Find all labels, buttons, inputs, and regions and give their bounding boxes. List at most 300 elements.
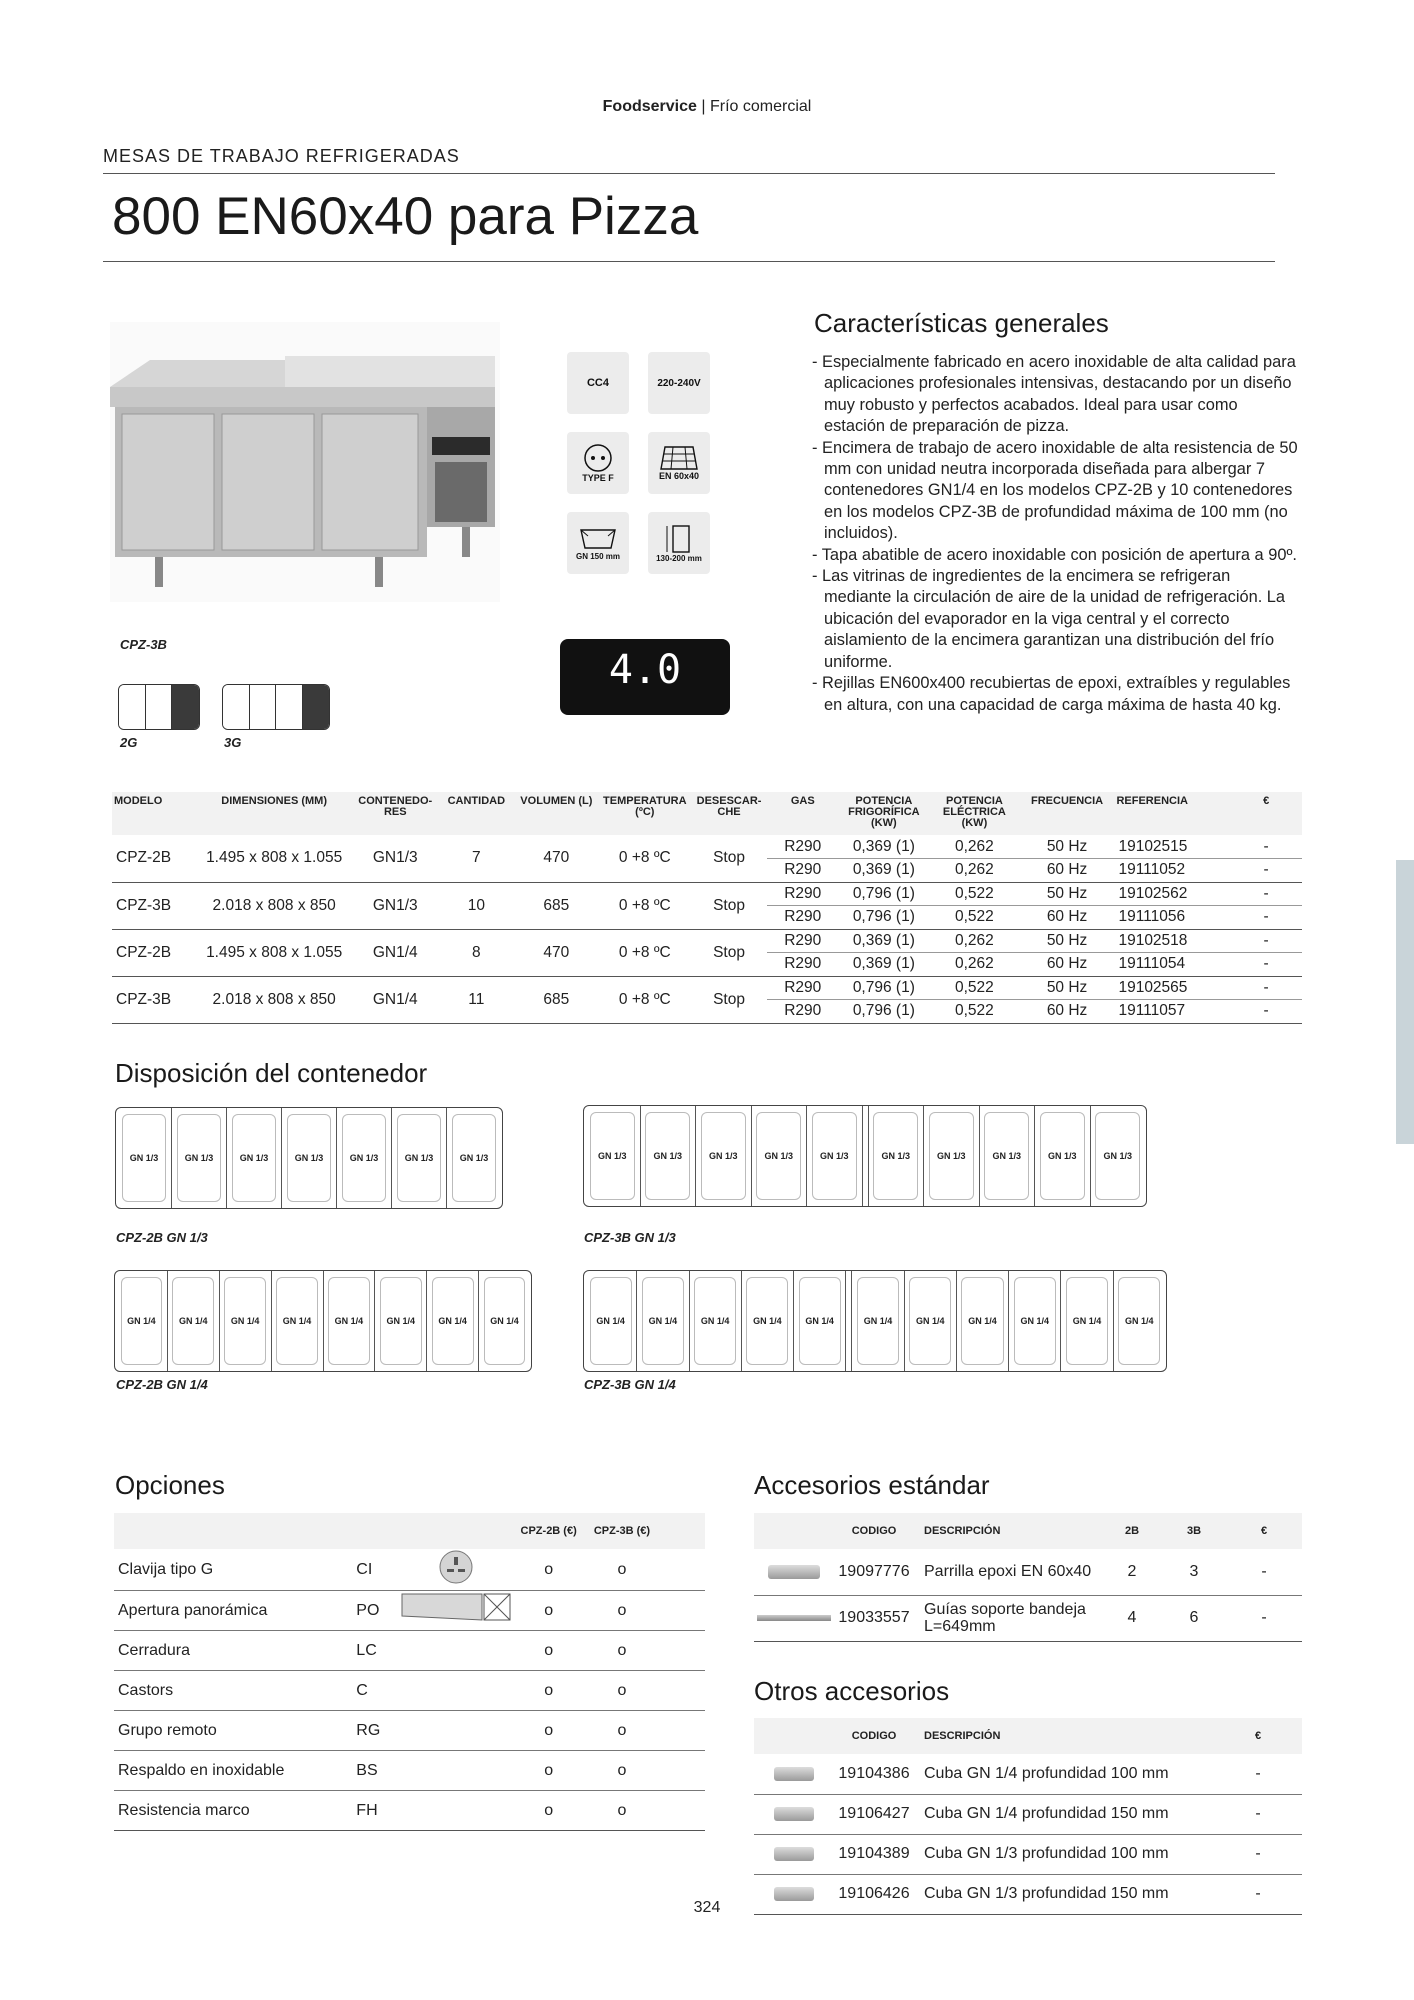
- accessory-2b: 2: [1102, 1549, 1162, 1595]
- gn-container-slot: [585, 1271, 637, 1371]
- swatch-3g-label: 3G: [224, 735, 242, 750]
- gn-container-icon: GN 150 mm: [567, 512, 629, 574]
- cell-electric-power: 0,262: [929, 929, 1020, 953]
- gn-container-slot: [1061, 1271, 1113, 1371]
- cell-reference: 19102518: [1114, 929, 1230, 953]
- accessory-desc: Cuba GN 1/3 profundidad 150 mm: [914, 1874, 1214, 1914]
- accessory-code: 19104386: [834, 1754, 914, 1794]
- gn-container-slot: [924, 1106, 980, 1206]
- accessory-image: [754, 1794, 834, 1834]
- options-table: [114, 1513, 705, 1831]
- gn-container-slot: [479, 1271, 530, 1371]
- page-number: 324: [693, 1899, 721, 1916]
- col-gas: GAS: [767, 792, 839, 835]
- options-header-row: [114, 1513, 705, 1549]
- gn-container-label: GN 1/3: [590, 1112, 635, 1200]
- col-price: €: [1226, 1513, 1302, 1549]
- accessory-image: [754, 1595, 834, 1641]
- option-code: C: [320, 1671, 400, 1711]
- accessory-2b: 4: [1102, 1595, 1162, 1641]
- gn-container-label: GN 1/4: [1118, 1277, 1160, 1365]
- accessory-desc: Parrilla epoxi EN 60x40: [914, 1549, 1102, 1595]
- cell-volume: 470: [514, 835, 598, 882]
- col-potencia-frigorifica: POTENCIA FRIGORÍFICA (KW): [839, 792, 930, 835]
- cell-frequency: 50 Hz: [1020, 835, 1115, 859]
- gn-container-label: GN 1/3: [812, 1112, 857, 1200]
- gn-container-label: GN 1/4: [799, 1277, 841, 1365]
- cell-reference: 19102515: [1114, 835, 1230, 859]
- cell-reference: 19111052: [1114, 859, 1230, 883]
- std-accessories-header-row: [754, 1513, 1302, 1549]
- tray-guide-icon: [757, 1615, 831, 1621]
- plug-type-f-icon: TYPE F: [567, 432, 629, 494]
- cell-dims: 2.018 x 808 x 850: [196, 882, 352, 929]
- gn-container-slot: [696, 1106, 752, 1206]
- cell-gas: R290: [767, 953, 839, 977]
- layout-caption: CPZ-3B GN 1/4: [584, 1377, 676, 1392]
- other-accessories-title: Otros accesorios: [754, 1676, 950, 1706]
- gn-container-slot: [641, 1106, 697, 1206]
- col-price: €: [1230, 792, 1302, 835]
- gn-container-label: GN 1/3: [1040, 1112, 1085, 1200]
- option-code: FH: [320, 1791, 400, 1831]
- cc4-icon: CC4: [567, 352, 629, 414]
- cell-price: -: [1230, 1000, 1302, 1024]
- option-row: [114, 1631, 705, 1671]
- cell-frequency: 50 Hz: [1020, 976, 1115, 1000]
- col-modelo: MODELO: [112, 792, 196, 835]
- spec-row: [112, 976, 1302, 1000]
- cell-dims: 2.018 x 808 x 850: [196, 976, 352, 1023]
- accessory-code: 19104389: [834, 1834, 914, 1874]
- cell-frequency: 60 Hz: [1020, 953, 1115, 977]
- cell-defrost: Stop: [691, 976, 767, 1023]
- gn-container-label: GN 1/4: [642, 1277, 684, 1365]
- cell-cooling-power: 0,369 (1): [839, 859, 930, 883]
- option-image: [400, 1751, 512, 1791]
- col-temperatura: TEMPERATURA (ºC): [598, 792, 691, 835]
- page-title: 800 EN60x40 para Pizza: [112, 187, 699, 246]
- option-code: LC: [320, 1631, 400, 1671]
- option-row: [114, 1671, 705, 1711]
- gn-container-label: GN 1/4: [380, 1277, 422, 1365]
- thermostat-display: [560, 639, 730, 715]
- accessory-3b: 3: [1162, 1549, 1226, 1595]
- product-model-label: CPZ-3B: [120, 637, 167, 652]
- cell-containers: GN1/3: [352, 882, 438, 929]
- option-2b-value: o: [512, 1671, 585, 1711]
- gn-container-slot: [116, 1271, 168, 1371]
- cell-electric-power: 0,522: [929, 976, 1020, 1000]
- option-code: CI: [320, 1549, 400, 1591]
- gn-container-slot: [1114, 1271, 1165, 1371]
- layout-diagram: [583, 1270, 1167, 1372]
- cell-electric-power: 0,522: [929, 882, 1020, 906]
- container-grid: [583, 1105, 1147, 1207]
- option-name: Castors: [114, 1671, 320, 1711]
- other-accessories-header-row: [754, 1718, 1302, 1754]
- option-3b-value: o: [585, 1549, 658, 1591]
- col-potencia-electrica: POTENCIA ELÉCTRICA (KW): [929, 792, 1020, 835]
- cell-electric-power: 0,262: [929, 859, 1020, 883]
- gn-container-label: GN 1/3: [756, 1112, 801, 1200]
- option-image: [400, 1631, 512, 1671]
- cell-reference: 19111057: [1114, 1000, 1230, 1024]
- display-value: 4.0: [608, 647, 682, 693]
- gn-container-label: GN 1/4: [224, 1277, 266, 1365]
- layout-caption: CPZ-2B GN 1/3: [116, 1230, 208, 1245]
- gn-container-slot: [807, 1106, 863, 1206]
- option-row: [114, 1549, 705, 1591]
- gn-container-slot: [282, 1108, 337, 1208]
- cell-qty: 10: [438, 882, 514, 929]
- cell-volume: 685: [514, 882, 598, 929]
- gn-container-slot: [172, 1108, 227, 1208]
- cell-reference: 19111054: [1114, 953, 1230, 977]
- accessory-desc: Cuba GN 1/4 profundidad 150 mm: [914, 1794, 1214, 1834]
- cell-gas: R290: [767, 906, 839, 930]
- cell-electric-power: 0,262: [929, 835, 1020, 859]
- accessory-price: -: [1214, 1794, 1302, 1834]
- gn-container-slot: [869, 1106, 925, 1206]
- gn-container-label: GN 1/3: [397, 1114, 441, 1202]
- spec-row: [112, 882, 1302, 906]
- option-3b-value: o: [585, 1591, 658, 1631]
- cell-frequency: 60 Hz: [1020, 906, 1115, 930]
- option-image: [400, 1711, 512, 1751]
- cell-cooling-power: 0,369 (1): [839, 835, 930, 859]
- option-name: Respaldo en inoxidable: [114, 1751, 320, 1791]
- gn-container-slot: [585, 1106, 641, 1206]
- option-3b-value: o: [585, 1631, 658, 1671]
- cell-cooling-power: 0,796 (1): [839, 906, 930, 930]
- cell-qty: 8: [438, 929, 514, 976]
- cell-dims: 1.495 x 808 x 1.055: [196, 835, 352, 882]
- gn-container-label: GN 1/4: [1066, 1277, 1108, 1365]
- spec-row: [112, 929, 1302, 953]
- col-cantidad: CANTIDAD: [438, 792, 514, 835]
- cell-cooling-power: 0,796 (1): [839, 882, 930, 906]
- cell-reference: 19111056: [1114, 906, 1230, 930]
- std-accessories-table: [754, 1513, 1302, 1642]
- gn-container-slot: [375, 1271, 427, 1371]
- col-codigo: CODIGO: [834, 1718, 914, 1754]
- gn-container-label: GN 1/3: [232, 1114, 276, 1202]
- cell-temp: 0 +8 ºC: [598, 835, 691, 882]
- gn-container-slot: [1091, 1106, 1146, 1206]
- gn-container-label: GN 1/3: [645, 1112, 690, 1200]
- col-cpz-2b: CPZ-2B (€): [512, 1513, 585, 1549]
- gn-container-slot: [905, 1271, 957, 1371]
- accessory-image: [754, 1834, 834, 1874]
- cell-frequency: 60 Hz: [1020, 1000, 1115, 1024]
- accessory-3b: 6: [1162, 1595, 1226, 1641]
- section-title: MESAS DE TRABAJO REFRIGERADAS: [103, 146, 460, 166]
- accessory-code: 19106426: [834, 1874, 914, 1914]
- gn-container-label: GN 1/3: [1095, 1112, 1140, 1200]
- cell-electric-power: 0,262: [929, 953, 1020, 977]
- gn-container-slot: [1035, 1106, 1091, 1206]
- col-descripcion: DESCRIPCIÓN: [914, 1513, 1102, 1549]
- accessory-code: 19033557: [834, 1595, 914, 1641]
- cell-defrost: Stop: [691, 882, 767, 929]
- cell-volume: 685: [514, 976, 598, 1023]
- product-photo: [110, 322, 500, 602]
- option-code: RG: [320, 1711, 400, 1751]
- col-dimensiones: DIMENSIONES (MM): [196, 792, 352, 835]
- cell-cooling-power: 0,369 (1): [839, 953, 930, 977]
- other-accessory-row: [754, 1754, 1302, 1794]
- other-accessories-table: [754, 1718, 1302, 1915]
- other-accessory-row: [754, 1794, 1302, 1834]
- gn-container-slot: [794, 1271, 846, 1371]
- accessory-image: [754, 1754, 834, 1794]
- col-contenedores: CONTENEDO- RES: [352, 792, 438, 835]
- accessory-desc: Cuba GN 1/3 profundidad 100 mm: [914, 1834, 1214, 1874]
- cell-reference: 19102562: [1114, 882, 1230, 906]
- cell-price: -: [1230, 976, 1302, 1000]
- gn-container-label: GN 1/4: [857, 1277, 899, 1365]
- option-name: Grupo remoto: [114, 1711, 320, 1751]
- option-image: [400, 1791, 512, 1831]
- gn-container-label: GN 1/4: [746, 1277, 788, 1365]
- accessory-code: 19097776: [834, 1549, 914, 1595]
- accessory-desc: Cuba GN 1/4 profundidad 100 mm: [914, 1754, 1214, 1794]
- swatch-2g-label: 2G: [120, 735, 138, 750]
- cell-containers: GN1/3: [352, 835, 438, 882]
- cell-gas: R290: [767, 882, 839, 906]
- spec-table: [112, 792, 1302, 1024]
- gn-container-label: GN 1/4: [484, 1277, 526, 1365]
- cell-containers: GN1/4: [352, 929, 438, 976]
- col-cpz-3b: CPZ-3B (€): [585, 1513, 658, 1549]
- header-separator: |: [701, 98, 706, 115]
- cell-price: -: [1230, 953, 1302, 977]
- layout-diagram: [583, 1105, 1147, 1207]
- plug-type-g-icon: [436, 1549, 476, 1585]
- accessory-price: -: [1214, 1754, 1302, 1794]
- col-codigo: CODIGO: [834, 1513, 914, 1549]
- container-grid: [583, 1270, 1167, 1372]
- cell-electric-power: 0,522: [929, 1000, 1020, 1024]
- col-descripcion: DESCRIPCIÓN: [914, 1718, 1214, 1754]
- cell-gas: R290: [767, 859, 839, 883]
- spec-row: [112, 835, 1302, 859]
- feature-item: - Tapa abatible de acero inoxidable con posición de apertura a 90º.: [812, 545, 1302, 566]
- layout-title: Disposición del contenedor: [115, 1058, 428, 1088]
- gn-container-slot: [637, 1271, 689, 1371]
- option-2b-value: o: [512, 1751, 585, 1791]
- cell-price: -: [1230, 835, 1302, 859]
- gn-pan-icon: [774, 1807, 814, 1821]
- options-title: Opciones: [115, 1470, 225, 1500]
- accessory-price: -: [1214, 1874, 1302, 1914]
- cell-model: CPZ-3B: [112, 882, 196, 929]
- side-tab: [1396, 860, 1414, 1144]
- cell-cooling-power: 0,796 (1): [839, 1000, 930, 1024]
- gn-container-slot: [1009, 1271, 1061, 1371]
- cell-gas: R290: [767, 929, 839, 953]
- gn-container-slot: [690, 1271, 742, 1371]
- cell-price: -: [1230, 859, 1302, 883]
- layout-diagram: [115, 1107, 503, 1209]
- gn-container-slot: [392, 1108, 447, 1208]
- gn-container-label: GN 1/3: [287, 1114, 331, 1202]
- cell-dims: 1.495 x 808 x 1.055: [196, 929, 352, 976]
- gn-container-label: GN 1/3: [929, 1112, 974, 1200]
- cell-frequency: 50 Hz: [1020, 929, 1115, 953]
- divider: [103, 173, 1275, 174]
- option-image: [400, 1591, 512, 1631]
- gn-container-label: GN 1/3: [873, 1112, 918, 1200]
- cell-price: -: [1230, 906, 1302, 930]
- option-name: Cerradura: [114, 1631, 320, 1671]
- cell-cooling-power: 0,369 (1): [839, 929, 930, 953]
- accessory-price: -: [1226, 1595, 1302, 1641]
- height-range-icon: 130-200 mm: [648, 512, 710, 574]
- panoramic-opening-icon: [400, 1592, 512, 1624]
- cell-reference: 19102565: [1114, 976, 1230, 1000]
- accessory-image: [754, 1549, 834, 1595]
- swatch-3g: [222, 684, 330, 730]
- layout-caption: CPZ-2B GN 1/4: [116, 1377, 208, 1392]
- cell-model: CPZ-3B: [112, 976, 196, 1023]
- gn-pan-icon: [774, 1847, 814, 1861]
- option-2b-value: o: [512, 1549, 585, 1591]
- grid-shelf-icon: [768, 1565, 820, 1579]
- col-price: €: [1214, 1718, 1302, 1754]
- features-list: [812, 352, 1302, 716]
- gn-container-slot: [117, 1108, 172, 1208]
- gn-container-slot: [742, 1271, 794, 1371]
- accessory-code: 19106427: [834, 1794, 914, 1834]
- option-row: [114, 1711, 705, 1751]
- option-name: Resistencia marco: [114, 1791, 320, 1831]
- gn-container-slot: [227, 1108, 282, 1208]
- option-2b-value: o: [512, 1591, 585, 1631]
- option-row: [114, 1591, 705, 1631]
- gn-container-label: GN 1/4: [909, 1277, 951, 1365]
- cell-containers: GN1/4: [352, 976, 438, 1023]
- accessory-price: -: [1226, 1549, 1302, 1595]
- cell-gas: R290: [767, 976, 839, 1000]
- gn-container-label: GN 1/4: [121, 1277, 163, 1365]
- col-desescarche: DESESCAR- CHE: [691, 792, 767, 835]
- col-2b: 2B: [1102, 1513, 1162, 1549]
- page-header: [0, 98, 1414, 116]
- gn-container-label: GN 1/4: [172, 1277, 214, 1365]
- gn-container-slot: [852, 1271, 904, 1371]
- gn-container-label: GN 1/4: [1014, 1277, 1056, 1365]
- container-grid: [114, 1270, 532, 1372]
- col-frecuencia: FRECUENCIA: [1020, 792, 1115, 835]
- option-3b-value: o: [585, 1791, 658, 1831]
- feature-item: - Rejillas EN600x400 recubiertas de epoxi, extraíbles y regulables en altura, con una capacidad de carga máxima de hasta 40 kg.: [812, 673, 1302, 716]
- layout-diagram: [114, 1270, 532, 1372]
- option-image: [400, 1549, 512, 1591]
- feature-item: - Las vitrinas de ingredientes de la encimera se refrigeran mediante la circulación de aire de la unidad de refrigeración. La ubicación del evaporador en la viga central y el correcto aislamiento de la encimera garantizan una distribución del frío uniforme.: [812, 566, 1302, 673]
- cell-electric-power: 0,522: [929, 906, 1020, 930]
- option-name: Clavija tipo G: [114, 1549, 320, 1591]
- gn-container-label: GN 1/3: [701, 1112, 746, 1200]
- gn-container-slot: [427, 1271, 479, 1371]
- features-title: Características generales: [814, 308, 1109, 338]
- gn-pan-icon: [774, 1767, 814, 1781]
- option-row: [114, 1751, 705, 1791]
- std-accessories-title: Accesorios estándar: [754, 1470, 990, 1500]
- option-3b-value: o: [585, 1671, 658, 1711]
- gn-container-label: GN 1/3: [452, 1114, 496, 1202]
- spec-header-row: [112, 792, 1302, 835]
- gn-container-slot: [752, 1106, 808, 1206]
- accessory-price: -: [1214, 1834, 1302, 1874]
- cell-defrost: Stop: [691, 929, 767, 976]
- option-image: [400, 1671, 512, 1711]
- option-code: PO: [320, 1591, 400, 1631]
- gn-container-label: GN 1/4: [694, 1277, 736, 1365]
- cell-qty: 11: [438, 976, 514, 1023]
- header-category: Frío comercial: [709, 98, 812, 115]
- option-2b-value: o: [512, 1631, 585, 1671]
- gn-container-slot: [337, 1108, 392, 1208]
- layout-caption: CPZ-3B GN 1/3: [584, 1230, 676, 1245]
- gn-container-slot: [220, 1271, 272, 1371]
- gn-container-slot: [324, 1271, 376, 1371]
- option-3b-value: o: [585, 1711, 658, 1751]
- option-2b-value: o: [512, 1711, 585, 1751]
- col-volumen: VOLUMEN (L): [514, 792, 598, 835]
- gn-container-label: GN 1/3: [177, 1114, 221, 1202]
- gn-container-label: GN 1/4: [432, 1277, 474, 1365]
- cell-temp: 0 +8 ºC: [598, 929, 691, 976]
- other-accessory-row: [754, 1834, 1302, 1874]
- std-accessory-row: [754, 1549, 1302, 1595]
- container-grid: [115, 1107, 503, 1209]
- divider: [103, 261, 1275, 262]
- gn-container-label: GN 1/3: [122, 1114, 166, 1202]
- gn-container-slot: [957, 1271, 1009, 1371]
- gn-container-slot: [168, 1271, 220, 1371]
- gn-container-slot: [447, 1108, 501, 1208]
- gn-container-slot: [980, 1106, 1036, 1206]
- option-3b-value: o: [585, 1751, 658, 1791]
- cell-gas: R290: [767, 1000, 839, 1024]
- header-brand: Foodservice: [602, 98, 697, 115]
- cell-qty: 7: [438, 835, 514, 882]
- std-accessory-row: [754, 1595, 1302, 1641]
- gn-container-label: GN 1/4: [961, 1277, 1003, 1365]
- gn-container-label: GN 1/3: [984, 1112, 1029, 1200]
- cell-defrost: Stop: [691, 835, 767, 882]
- cell-frequency: 50 Hz: [1020, 882, 1115, 906]
- cell-gas: R290: [767, 835, 839, 859]
- gn-container-label: GN 1/3: [342, 1114, 386, 1202]
- feature-item: - Encimera de trabajo de acero inoxidable de alta resistencia de 50 mm con unidad neutra incorporada diseñada para albergar 7 contenedores GN1/4 en los modelos CPZ-2B y 10 contenedores en los modelos CPZ-3B de profundidad máxima de 100 mm (no incluidos).: [812, 438, 1302, 545]
- option-name: Apertura panorámica: [114, 1591, 320, 1631]
- gn-container-label: GN 1/4: [328, 1277, 370, 1365]
- option-row: [114, 1791, 705, 1831]
- cell-temp: 0 +8 ºC: [598, 882, 691, 929]
- feature-item: - Especialmente fabricado en acero inoxidable de alta calidad para aplicaciones profesionales intensivas, destacando por un diseño muy robusto y perfectos acabados. Ideal para usar como estación de preparación de pizza.: [812, 352, 1302, 438]
- voltage-icon: 220-240V: [648, 352, 710, 414]
- cell-price: -: [1230, 882, 1302, 906]
- cell-temp: 0 +8 ºC: [598, 976, 691, 1023]
- option-2b-value: o: [512, 1791, 585, 1831]
- option-code: BS: [320, 1751, 400, 1791]
- cell-cooling-power: 0,796 (1): [839, 976, 930, 1000]
- gn-container-label: GN 1/4: [276, 1277, 318, 1365]
- col-3b: 3B: [1162, 1513, 1226, 1549]
